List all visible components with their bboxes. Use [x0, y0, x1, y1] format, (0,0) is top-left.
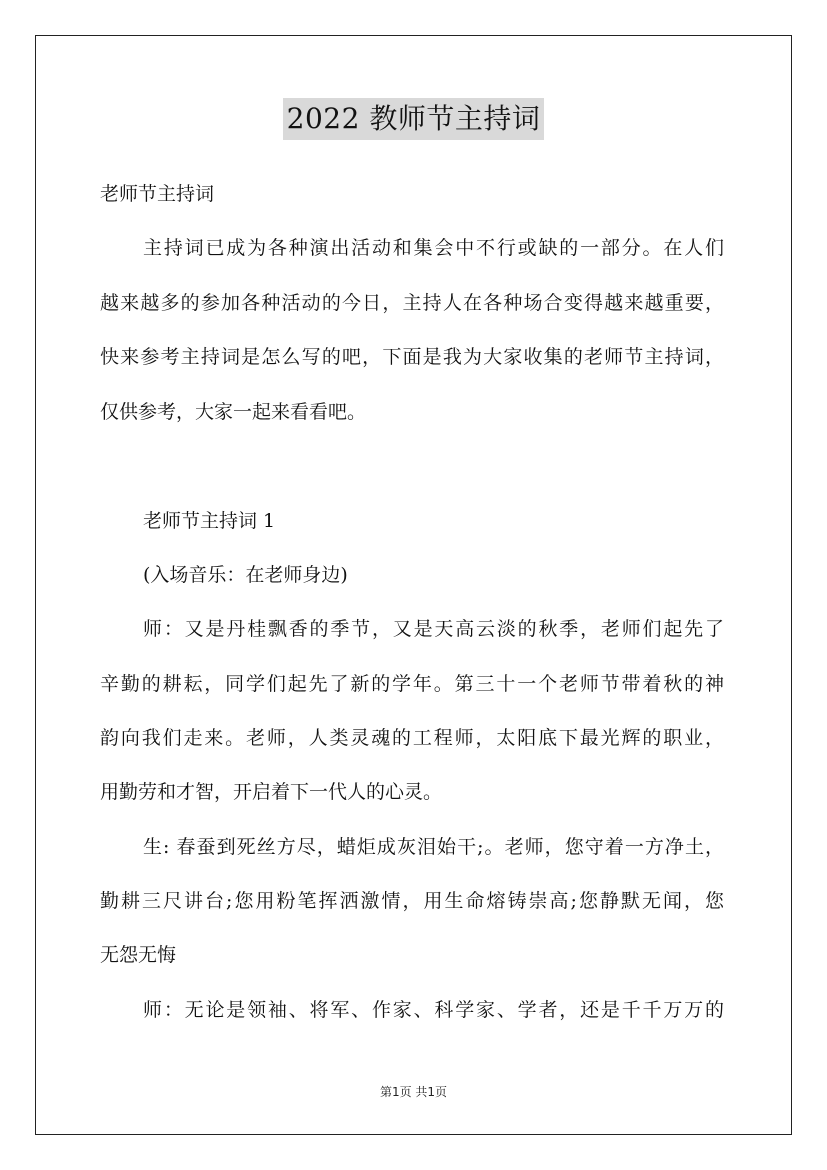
subsection-heading: 老师节主持词 1: [143, 510, 276, 532]
paragraph-line: 生: 春蚕到死丝方尽，蜡炬成灰泪始干;。老师，您守着一方净土，: [143, 836, 724, 858]
paragraph-line: 勤耕三尺讲台;您用粉笔挥洒激情，用生命熔铸崇高;您静默无闻，您: [100, 890, 724, 912]
paragraph-line: 越来越多的参加各种活动的今日，主持人在各种场合变得越来越重要，: [100, 292, 724, 314]
paragraph-line: 主持词已成为各种演出活动和集会中不行或缺的一部分。在人们: [143, 237, 724, 259]
paragraph-line: 韵向我们走来。老师，人类灵魂的工程师，太阳底下最光辉的职业，: [100, 727, 724, 749]
paragraph-line: 师：又是丹桂飘香的季节，又是天高云淡的秋季，老师们起先了: [143, 618, 724, 640]
paragraph-line: 辛勤的耕耘，同学们起先了新的学年。第三十一个老师节带着秋的神: [100, 673, 724, 695]
document-title: 2022 教师节主持词: [283, 98, 545, 140]
paragraph-line: 用勤劳和才智，开启着下一代人的心灵。: [100, 781, 443, 803]
page-footer: 第1页 共1页: [379, 1085, 448, 1099]
section-heading: 老师节主持词: [100, 183, 215, 205]
stage-direction: (入场音乐：在老师身边): [143, 564, 348, 586]
paragraph-line: 无怨无悔: [100, 944, 177, 966]
paragraph-line: 仅供参考，大家一起来看看吧。: [100, 401, 367, 423]
paragraph-line: 师：无论是领袖、将军、作家、科学家、学者，还是千千万万的: [143, 999, 724, 1021]
title-container: [0, 98, 827, 140]
paragraph-line: 快来参考主持词是怎么写的吧，下面是我为大家收集的老师节主持词，: [100, 346, 724, 368]
